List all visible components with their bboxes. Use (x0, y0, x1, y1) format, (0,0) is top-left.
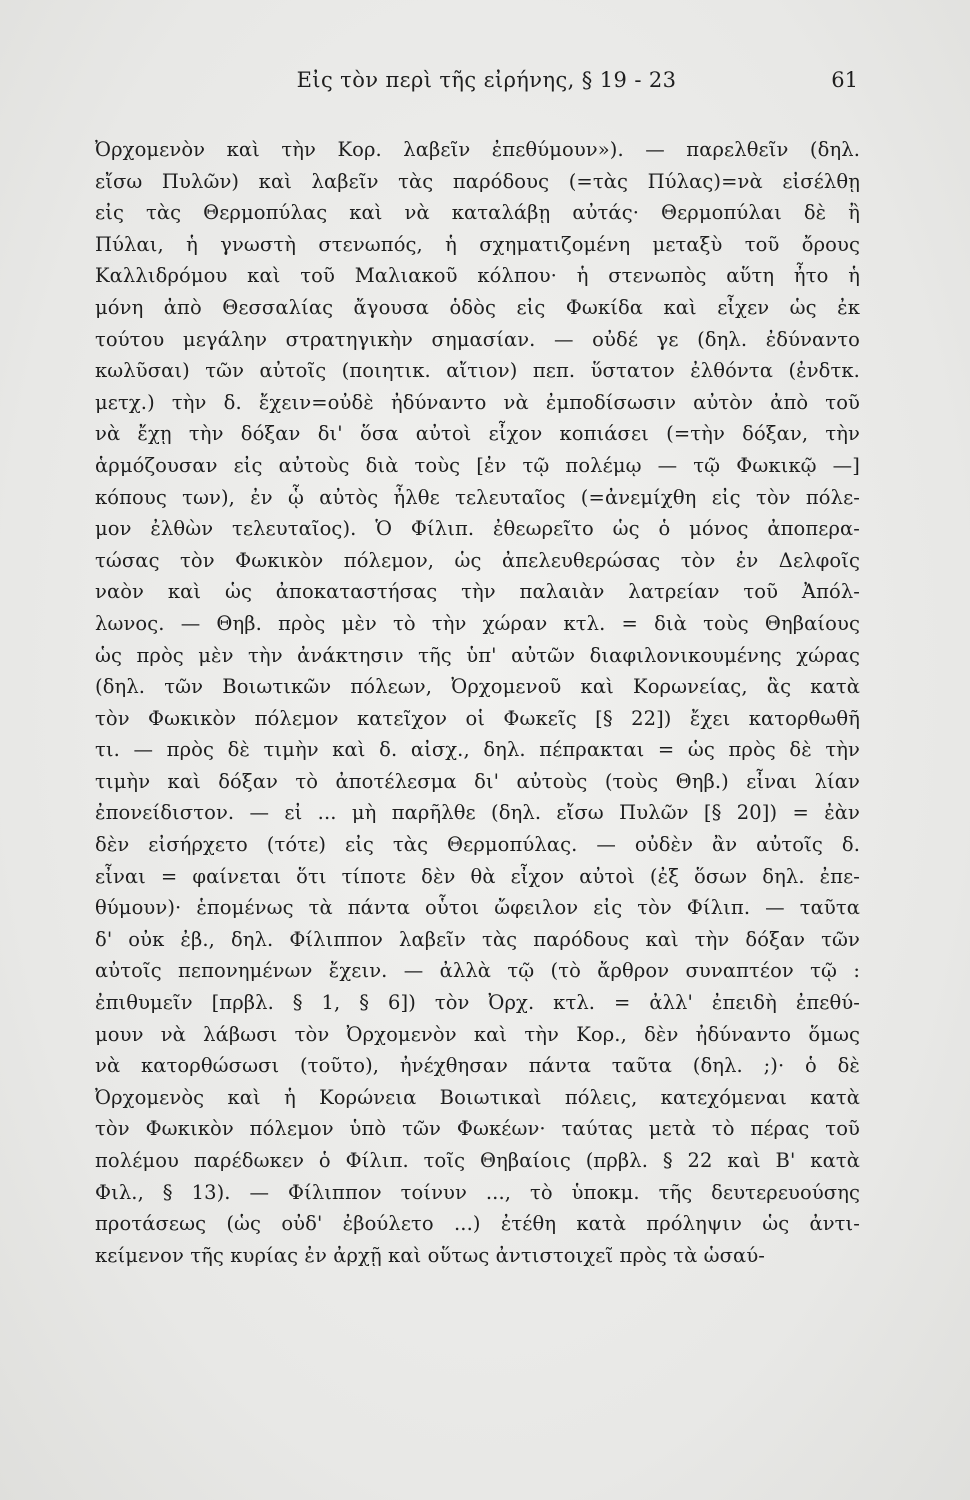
text-line: Πύλαι, ἡ γνωστὴ στενωπός, ἡ σχηματιζομένη μεταξὺ τοῦ ὄρους (95, 232, 860, 256)
page-number: 61 (831, 68, 858, 92)
text-line: Φιλ., § 13). — Φίλιππον τοίνυν ..., τὸ ὑποκμ. τῆς δευτερευούσης (95, 1180, 860, 1204)
text-line: αὐτοῖς πεπονημένων ἔχειν. — ἀλλὰ τῷ (τὸ ἄρθρον συναπτέον τῷ : (95, 959, 860, 983)
text-line: τι. — πρὸς δὲ τιμὴν καὶ δ. αἰσχ., δηλ. πέπρακται = ὡς πρὸς δὲ τὴν (95, 738, 860, 762)
text-line: νὰ ἔχῃ τὴν δόξαν δι' ὅσα αὐτοὶ εἶχον κοπιάσει (=τὴν δόξαν, τὴν (95, 422, 860, 446)
text-line: εἶναι = φαίνεται ὅτι τίποτε δὲν θὰ εἶχον αὐτοὶ (ἐξ ὅσων δηλ. ἐπε- (95, 864, 860, 888)
text-line: μον ἐλθὼν τελευταῖος). Ὁ Φίλιπ. ἐθεωρεῖτο ὡς ὁ μόνος ἀποπερα- (95, 517, 860, 541)
text-line: Ὀρχομενὸς καὶ ἡ Κορώνεια Βοιωτικαὶ πόλεις, κατεχόμεναι κατὰ (95, 1085, 860, 1109)
text-line: μουν νὰ λάβωσι τὸν Ὀρχομενὸν καὶ τὴν Κορ., δὲν ἠδύναντο ὅμως (95, 1022, 860, 1046)
text-line: εἰς τὰς Θερμοπύλας καὶ νὰ καταλάβῃ αὐτάς· Θερμοπύλαι δὲ ἢ (95, 201, 860, 225)
text-line: τιμὴν καὶ δόξαν τὸ ἀποτέλεσμα δι' αὐτοὺς (τοὺς Θηβ.) εἶναι λίαν (95, 769, 860, 793)
text-line: κόπους των), ἐν ᾧ αὐτὸς ἦλθε τελευταῖος (=ἀνεμίχθη εἰς τὸν πόλε- (95, 485, 860, 509)
text-line: μετχ.) τὴν δ. ἔχειν=οὐδὲ ἠδύναντο νὰ ἐμποδίσωσιν αὐτὸν ἀπὸ τοῦ (95, 390, 860, 414)
text-line: τὸν Φωκικὸν πόλεμον κατεῖχον οἱ Φωκεῖς [§ 22]) ἔχει κατορθωθῆ (95, 706, 860, 730)
text-line: τούτου μεγάλην στρατηγικὴν σημασίαν. — οὐδέ γε (δηλ. ἐδύναντο (95, 327, 860, 351)
text-line: Ὀρχομενὸν καὶ τὴν Κορ. λαβεῖν ἐπεθύμουν»). — παρελθεῖν (δηλ. (95, 138, 860, 161)
text-line: Καλλιδρόμου καὶ τοῦ Μαλιακοῦ κόλπου· ἡ στενωπὸς αὕτη ἦτο ἡ (95, 264, 860, 288)
running-title: Εἰς τὸν περὶ τῆς εἰρήνης, § 19 - 23 (296, 68, 677, 92)
text-line: δ' οὐκ ἐβ., δηλ. Φίλιππον λαβεῖν τὰς παρόδους καὶ τὴν δόξαν τῶν (95, 927, 860, 951)
text-line: ὡς πρὸς μὲν τὴν ἀνάκτησιν τῆς ὑπ' αὐτῶν διαφιλονικουμένης χώρας (95, 643, 860, 667)
text-line: ἁρμόζουσαν εἰς αὐτοὺς διὰ τοὺς [ἐν τῷ πολέμῳ — τῷ Φωκικῷ —] (95, 453, 860, 477)
body-text (95, 134, 860, 1271)
text-line: μόνη ἀπὸ Θεσσαλίας ἄγουσα ὁδὸς εἰς Φωκίδα καὶ εἶχεν ὡς ἐκ (95, 295, 860, 319)
text-line: τὸν Φωκικὸν πόλεμον ὑπὸ τῶν Φωκέων· ταύτας μετὰ τὸ πέρας τοῦ (95, 1117, 860, 1141)
text-line: νὰ κατορθώσωσι (τοῦτο), ἠνέχθησαν πάντα ταῦτα (δηλ. ;)· ὁ δὲ (95, 1054, 860, 1078)
text-line: προτάσεως (ὡς οὐδ' ἐβούλετο ...) ἐτέθη κατὰ πρόληψιν ὡς ἀντι- (95, 1212, 860, 1236)
text-line: λωνος. — Θηβ. πρὸς μὲν τὸ τὴν χώραν κτλ. = διὰ τοὺς Θηβαίους (95, 611, 860, 635)
running-head (95, 60, 858, 100)
text-line: κείμενον τῆς κυρίας ἐν ἀρχῇ καὶ οὕτως ἀντιστοιχεῖ πρὸς τὰ ὡσαύ- (95, 1243, 765, 1267)
text-line: ναὸν καὶ ὡς ἀποκαταστήσας τὴν παλαιὰν λατρείαν τοῦ Ἀπόλ- (95, 580, 860, 604)
text-line: (δηλ. τῶν Βοιωτικῶν πόλεων, Ὀρχομενοῦ καὶ Κορωνείας, ἃς κατὰ (95, 675, 860, 699)
text-line: κωλῦσαι) τῶν αὐτοῖς (ποιητικ. αἴτιον) πεπ. ὕστατον ἐλθόντα (ἐνδτκ. (95, 359, 860, 383)
text-line: θύμουν)· ἑπομένως τὰ πάντα οὗτοι ὤφειλον εἰς τὸν Φίλιπ. — ταῦτα (95, 896, 860, 920)
text-line: εἴσω Πυλῶν) καὶ λαβεῖν τὰς παρόδους (=τὰς Πύλας)=νὰ εἰσέλθῃ (95, 169, 860, 193)
text-line: ἐπονείδιστον. — εἰ ... μὴ παρῆλθε (δηλ. εἴσω Πυλῶν [§ 20]) = ἐὰν (95, 801, 860, 825)
text-line: δὲν εἰσήρχετο (τότε) εἰς τὰς Θερμοπύλας. — οὐδὲν ἂν αὐτοῖς δ. (95, 833, 860, 857)
text-line: τώσας τὸν Φωκικὸν πόλεμον, ὡς ἀπελευθερώσας τὸν ἐν Δελφοῖς (95, 548, 860, 572)
text-line: πολέμου παρέδωκεν ὁ Φίλιπ. τοῖς Θηβαίοις (πρβλ. § 22 καὶ Β' κατὰ (95, 1149, 860, 1172)
text-line: ἐπιθυμεῖν [πρβλ. § 1, § 6]) τὸν Ὀρχ. κτλ. = ἀλλ' ἐπειδὴ ἐπεθύ- (95, 991, 860, 1015)
